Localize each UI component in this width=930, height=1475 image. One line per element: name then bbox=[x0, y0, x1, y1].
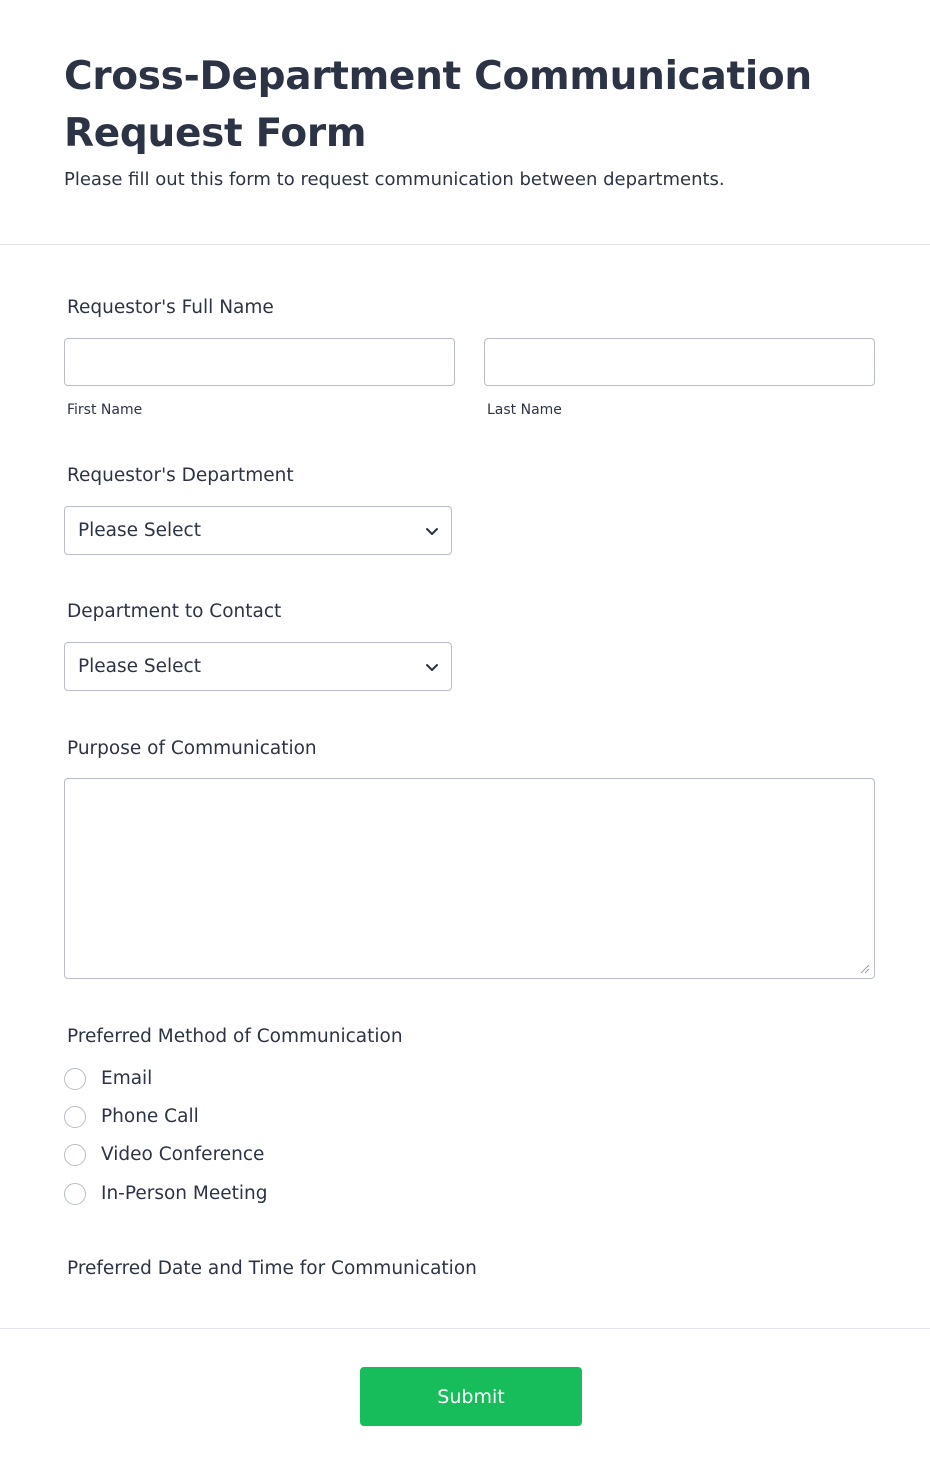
chevron-down-icon bbox=[425, 660, 439, 674]
submit-button[interactable]: Submit bbox=[360, 1367, 582, 1426]
chevron-down-icon bbox=[425, 524, 439, 538]
method-label: Preferred Method of Communication bbox=[67, 1026, 403, 1047]
radio-button[interactable] bbox=[64, 1106, 86, 1128]
datetime-label: Preferred Date and Time for Communication bbox=[67, 1258, 477, 1279]
radio-button[interactable] bbox=[64, 1183, 86, 1205]
requestor-department-value: Please Select bbox=[78, 520, 201, 541]
radio-label: Video Conference bbox=[101, 1144, 265, 1165]
purpose-textarea[interactable] bbox=[64, 778, 875, 979]
last-name-sublabel: Last Name bbox=[487, 402, 562, 418]
full-name-label: Requestor's Full Name bbox=[67, 297, 274, 318]
radio-label: Email bbox=[101, 1068, 153, 1089]
radio-button[interactable] bbox=[64, 1144, 86, 1166]
page-subtitle: Please fill out this form to request communication between departments. bbox=[64, 169, 725, 190]
radio-label: Phone Call bbox=[101, 1106, 199, 1127]
requestor-department-select[interactable] bbox=[64, 506, 452, 555]
contact-department-label: Department to Contact bbox=[67, 601, 282, 622]
requestor-department-label: Requestor's Department bbox=[67, 465, 294, 486]
footer-divider bbox=[0, 1328, 930, 1329]
contact-department-value: Please Select bbox=[78, 656, 201, 677]
contact-department-select[interactable] bbox=[64, 642, 452, 691]
last-name-input[interactable] bbox=[484, 338, 875, 386]
radio-button[interactable] bbox=[64, 1068, 86, 1090]
form-header bbox=[0, 0, 930, 245]
page-title: Cross-Department Communication Request Form bbox=[64, 54, 812, 156]
first-name-input[interactable] bbox=[64, 338, 455, 386]
resize-handle-icon[interactable] bbox=[858, 962, 870, 974]
first-name-sublabel: First Name bbox=[67, 402, 143, 418]
purpose-label: Purpose of Communication bbox=[67, 738, 317, 759]
radio-label: In-Person Meeting bbox=[101, 1183, 268, 1204]
